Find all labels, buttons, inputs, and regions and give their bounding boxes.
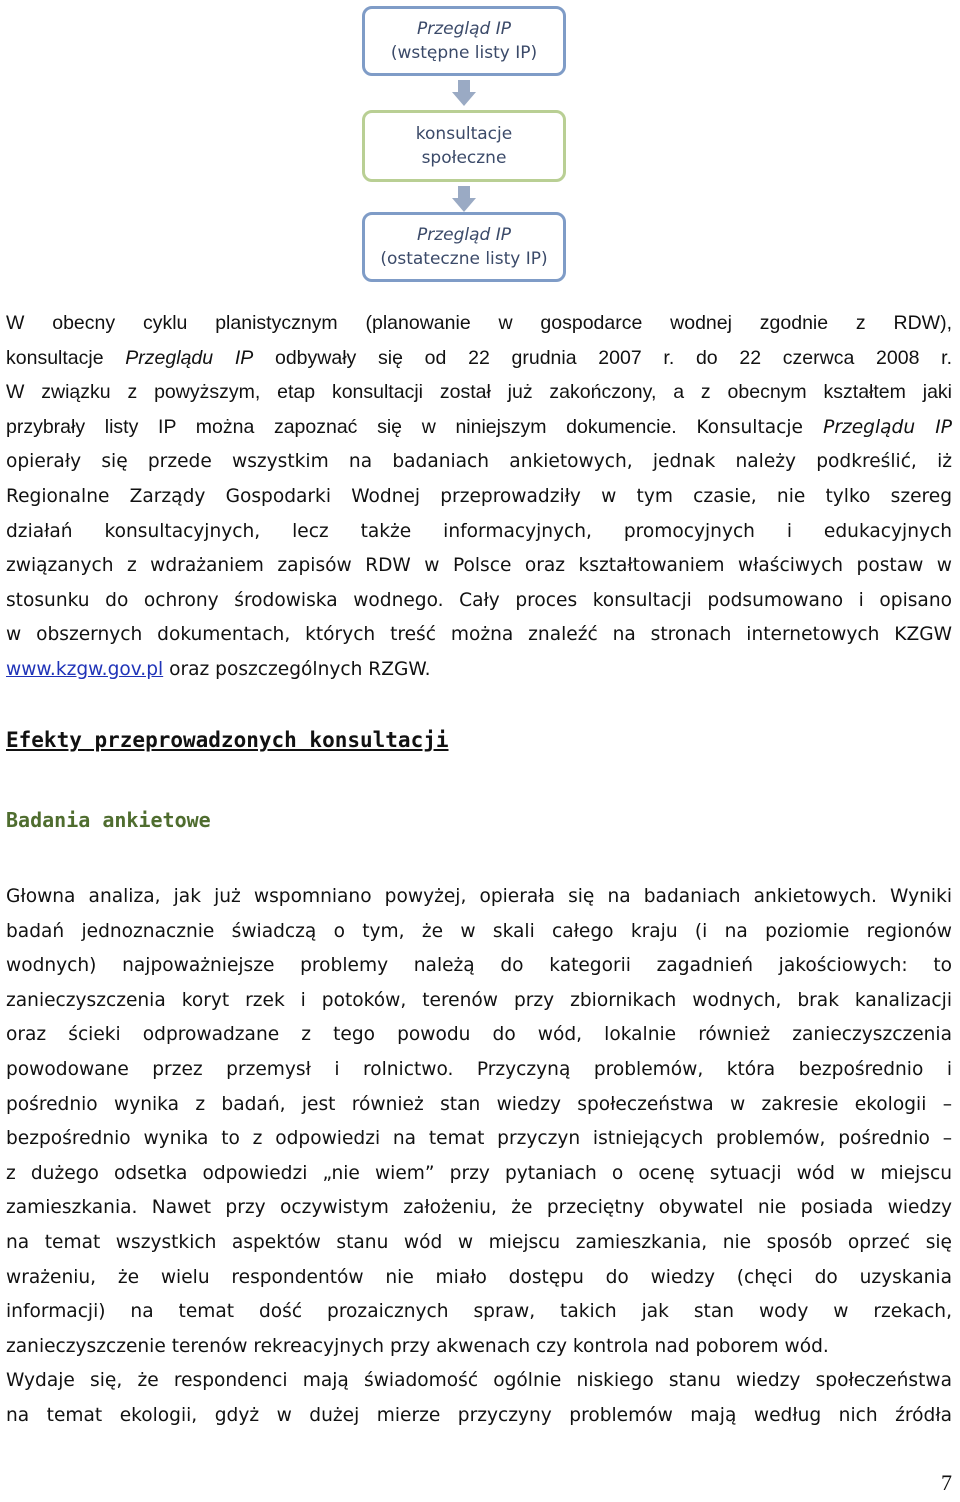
text-line: [6, 618, 952, 653]
text-span: oraz poszczególnych RZGW.: [163, 658, 431, 680]
box-consultation-line1: konsultacje: [415, 124, 513, 144]
paragraph-consultation: [6, 306, 952, 688]
text-line: [6, 1018, 952, 1053]
section-heading: Efekty przeprowadzonych konsultacji: [6, 728, 449, 752]
text-line-span: zanieczyszczenia koryt rzek i potoków, terenów przy zbiornikach wodnych, brak kanalizacji: [6, 989, 952, 1011]
box-initial-review: [362, 6, 566, 76]
paragraph-survey-results: [6, 880, 952, 1364]
text-line: [6, 1122, 952, 1157]
text-span: konsultacje: [6, 346, 126, 369]
arrow-down-icon: [452, 80, 476, 106]
text-line: [6, 880, 952, 915]
text-span: odbywały się od 22 grudnia 2007 r. do 22 czerwca 2008 r.: [253, 346, 952, 369]
text-line: [6, 915, 952, 950]
text-line: [6, 1088, 952, 1123]
text-line-span: oraz ścieki odprowadzane z tego powodu do wód, lokalnie również zanieczyszczenia: [6, 1024, 952, 1046]
text-line: [6, 1226, 952, 1261]
text-line: [6, 1399, 952, 1434]
text-line: [6, 1191, 952, 1226]
text-line-span: powodowane przez przemysł i rolnictwo. Przyczyną problemów, która bezpośrednio i: [6, 1058, 952, 1080]
text-line: [6, 410, 952, 446]
box-initial-subtitle: (wstępne listy IP): [390, 43, 538, 63]
text-line-span: zamieszkania. Nawet przy oczywistym założeniu, że przeciętny obywatel nie posiada wiedzy: [6, 1197, 952, 1219]
box-consultation-line2: społeczne: [421, 148, 507, 168]
text-line-span: opierały się przede wszystkim na badaniach ankietowych, jednak należy podkreślić, iż: [6, 451, 952, 473]
text-line-span: w obszernych dokumentach, których treść można znaleźć na stronach internetowych KZGW: [6, 624, 952, 646]
text-line: [6, 515, 952, 550]
text-line-span: W obecny cyklu planistycznym (planowanie w gospodarce wodnej zgodnie z RDW),: [6, 312, 952, 334]
text-line-span: Głowna analiza, jak już wspomniano powyżej, opierała się na badaniach ankietowych. Wyniki: [6, 886, 952, 907]
text-line: [6, 1295, 952, 1330]
text-line: [6, 1261, 952, 1296]
subsection-heading: Badania ankietowe: [6, 808, 211, 832]
text-line: [6, 1330, 952, 1365]
text-line-span: bezpośrednio wynika to z odpowiedzi na temat przyczyn istniejących problemów, pośrednio –: [6, 1128, 952, 1150]
text-line: [6, 1364, 952, 1399]
text-line: [6, 984, 952, 1019]
text-line-span: na temat wszystkich aspektów stanu wód w miejscu zamieszkania, nie sposób oprzeć się: [6, 1231, 952, 1253]
text-span: Konsultacje: [696, 416, 824, 438]
text-line: [6, 306, 952, 341]
text-line-span: Wydaje się, że respondenci mają świadomość ogólnie niskiego stanu wiedzy społeczeństwa: [6, 1370, 952, 1391]
box-initial-title: Przegląd IP: [416, 19, 511, 39]
text-line-span: stosunku do ochrony środowiska wodnego. Cały proces konsultacji podsumowano i opisano: [6, 589, 952, 611]
text-line: [6, 480, 952, 515]
text-line-span: na temat ekologii, gdyż w dużej mierze przyczyny problemów mają według nich źródła: [6, 1404, 952, 1426]
box-final-title: Przegląd IP: [416, 225, 511, 245]
text-line-span: wodnych) najpoważniejsze problemy należą do kategorii zagadnień jakościowych: to: [6, 955, 952, 977]
box-final-subtitle: (ostateczne listy IP): [380, 249, 548, 269]
arrow-down-icon: [452, 186, 476, 212]
box-public-consultation: [362, 110, 566, 182]
text-line: [6, 341, 952, 376]
paragraph-awareness: [6, 1364, 952, 1433]
text-line: [6, 653, 952, 688]
text-line: [6, 949, 952, 984]
italic-term: Przeglądu IP: [125, 346, 254, 369]
text-line: [6, 1053, 952, 1088]
text-line-span: zanieczyszczenie terenów rekreacyjnych przy akwenach czy kontrola nad poborem wód.: [6, 1335, 829, 1357]
italic-term: Przeglądu IP: [823, 416, 952, 438]
kzgw-link[interactable]: www.kzgw.gov.pl: [6, 658, 164, 680]
page-number: 7: [941, 1470, 952, 1495]
text-line-span: związanych z wdrażaniem zapisów RDW w Polsce oraz kształtowaniem właściwych postaw w: [6, 555, 952, 577]
text-span: przybrały listy IP można zapoznać się w niniejszym dokumencie.: [6, 415, 697, 438]
text-line-span: Regionalne Zarządy Gospodarki Wodnej przeprowadziły w tym czasie, nie tylko szereg: [6, 485, 952, 507]
text-line-span: z dużego odsetka odpowiedzi „nie wiem” przy pytaniach o ocenę sytuacji wód w miejscu: [6, 1162, 952, 1184]
text-line: [6, 1157, 952, 1192]
text-line-span: W związku z powyższym, etap konsultacji został już zakończony, a z obecnym kształtem jaki: [6, 381, 952, 404]
text-line: [6, 584, 952, 619]
text-line: [6, 375, 952, 410]
text-line: [6, 549, 952, 584]
text-line-span: badań jednoznacznie świadczą o tym, że w skali całego kraju (i na poziomie regionów: [6, 920, 952, 942]
text-line-span: informacji) na temat dość prozaicznych spraw, takich jak stan wody w rzekach,: [6, 1301, 952, 1323]
box-final-review: [362, 212, 566, 282]
flow-diagram: [0, 0, 960, 290]
text-line-span: wrażeniu, że wielu respondentów nie miało dostępu do wiedzy (chęci do uzyskania: [6, 1266, 952, 1288]
text-line-span: działań konsultacyjnych, lecz także informacyjnych, promocyjnych i edukacyjnych: [6, 520, 952, 542]
text-line: [6, 445, 952, 480]
text-line-span: pośrednio wynika z badań, jest również stan wiedzy społeczeństwa w zakresie ekologii –: [6, 1093, 952, 1115]
